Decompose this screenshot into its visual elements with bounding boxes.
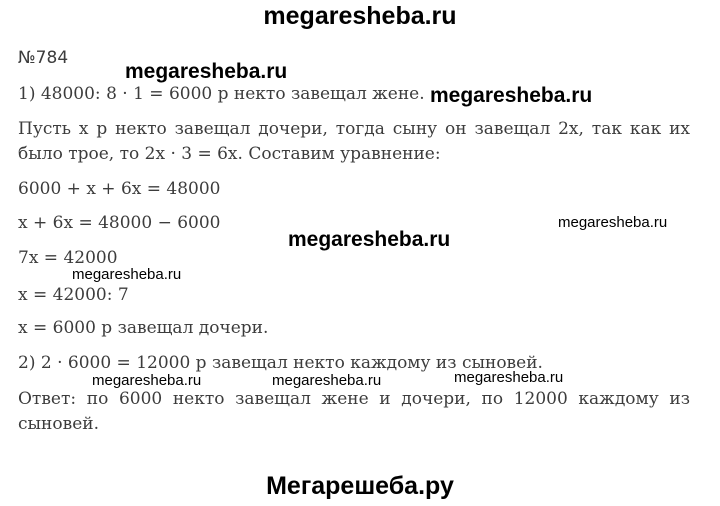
solution-line-3: было трое, то 2x · 3 = 6x. Составим уравнение: (18, 144, 441, 164)
watermark: megaresheba.ru (125, 60, 288, 83)
watermark: megaresheba.ru (92, 372, 202, 389)
answer-line-2: сыновей. (18, 414, 99, 434)
equation-line-1: 6000 + x + 6x = 48000 (18, 179, 221, 199)
equation-line-4: x = 42000: 7 (18, 285, 129, 305)
site-footer-name: Мегарешеба.ру (266, 472, 454, 500)
equation-line-5: x = 6000 р завещал дочери. (18, 318, 269, 338)
watermark: megaresheba.ru (558, 214, 668, 231)
solution-line-1: 1) 48000: 8 · 1 = 6000 р некто завещал жене. (18, 84, 425, 104)
solution-line-step-2: 2) 2 · 6000 = 12000 р завещал некто каждому из сыновей. (18, 353, 543, 373)
equation-line-3: 7x = 42000 (18, 248, 118, 268)
problem-number: №784 (18, 48, 69, 68)
watermark: megaresheba.ru (72, 266, 182, 283)
watermark: megaresheba.ru (272, 372, 382, 389)
solution-line-2: Пусть x р некто завещал дочери, тогда сыну он завещал 2х, так как их (18, 119, 690, 139)
watermark: megaresheba.ru (454, 369, 564, 386)
equation-line-2: x + 6x = 48000 − 6000 (18, 213, 221, 233)
watermark: megaresheba.ru (288, 228, 451, 251)
answer-line-1: Ответ: по 6000 некто завещал жене и дочери, по 12000 каждому из (18, 389, 690, 409)
site-header-title: megaresheba.ru (263, 2, 457, 30)
watermark: megaresheba.ru (430, 84, 593, 107)
